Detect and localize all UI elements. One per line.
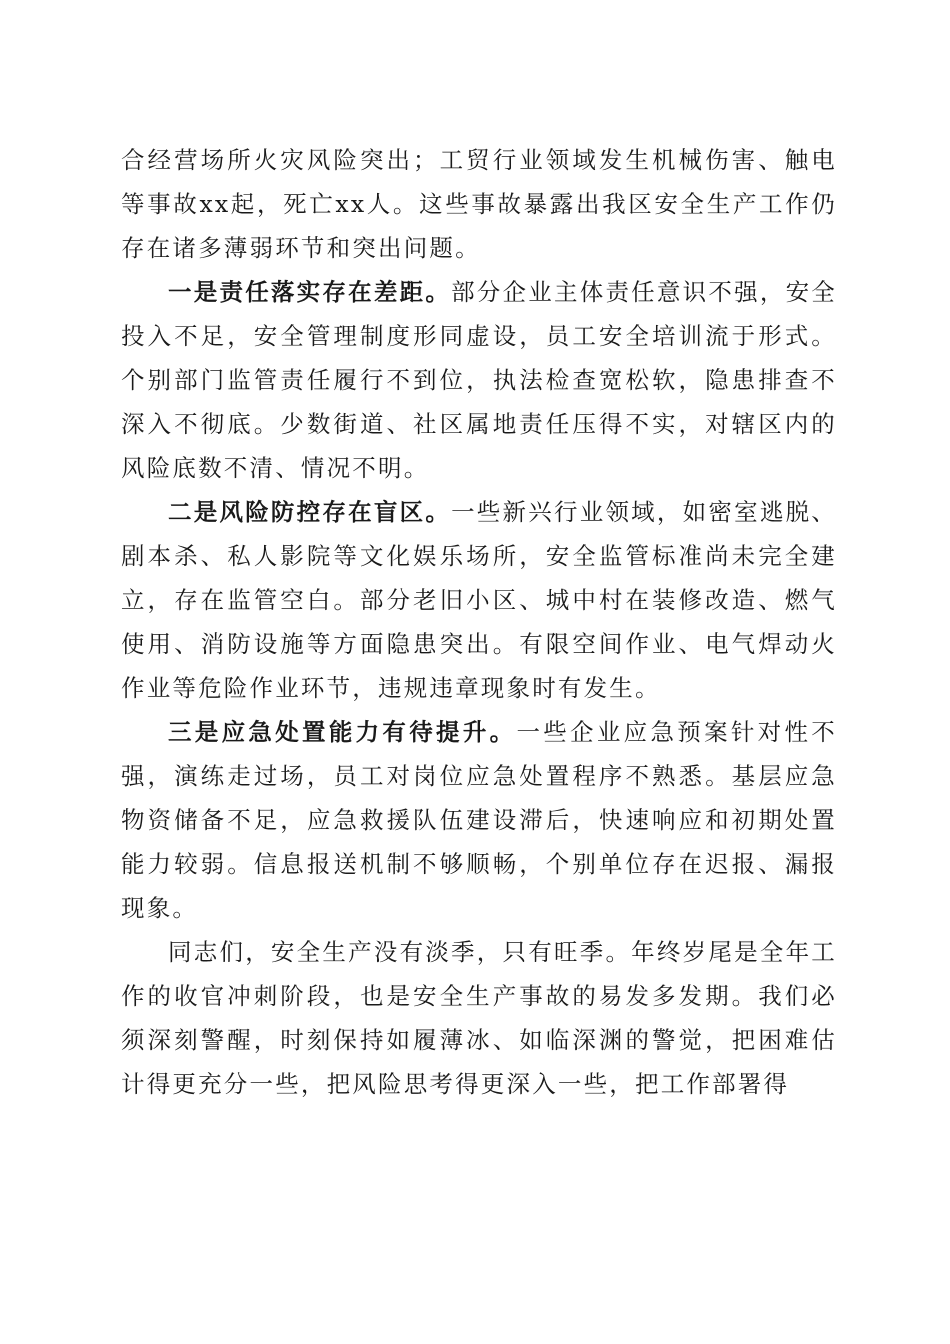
paragraph-comrades <box>121 930 837 1106</box>
paragraph-responsibility <box>121 270 837 490</box>
paragraph-lead: 二是风险防控存在盲区。 <box>168 498 452 526</box>
paragraph-lead: 三是应急处置能力有待提升。 <box>168 718 517 746</box>
paragraph-text: 一些企业应急预案针对性不强，演练走过场，员工对岗位应急处置程序不熟悉。基层应急物资储备不足，应急救援队伍建设滞后，快速响应和初期处置能力较弱。信息报送机制不够顺畅，个别单位存在迟报、漏报现象。 <box>121 718 837 922</box>
paragraph-text: 一些新兴行业领域，如密室逃脱、剧本杀、私人影院等文化娱乐场所，安全监管标准尚未完全建立，存在监管空白。部分老旧小区、城中村在装修改造、燃气使用、消防设施等方面隐患突出。有限空间作业、电气焊动火作业等危险作业环节，违规违章现象时有发生。 <box>121 498 838 702</box>
paragraph-emergency <box>121 710 837 930</box>
paragraph-text: 同志们，安全生产没有淡季，只有旺季。年终岁尾是全年工作的收官冲刺阶段，也是安全生产事故的易发多发期。我们必须深刻警醒，时刻保持如履薄冰、如临深渊的警觉，把困难估计得更充分一些，把风险思考得更深入一些，把工作部署得 <box>121 938 837 1098</box>
document-body <box>121 138 837 1106</box>
paragraph-risk-control <box>121 490 837 710</box>
paragraph-text: 部分企业主体责任意识不强，安全投入不足，安全管理制度形同虚设，员工安全培训流于形式。个别部门监管责任履行不到位，执法检查宽松软，隐患排查不深入不彻底。少数街道、社区属地责任压得不实，对辖区内的风险底数不清、情况不明。 <box>121 278 838 482</box>
paragraph-continued <box>121 138 837 270</box>
paragraph-text: 合经营场所火灾风险突出；工贸行业领域发生机械伤害、触电等事故xx起，死亡xx人。这些事故暴露出我区安全生产工作仍存在诸多薄弱环节和突出问题。 <box>121 146 837 262</box>
paragraph-lead: 一是责任落实存在差距。 <box>168 278 452 306</box>
